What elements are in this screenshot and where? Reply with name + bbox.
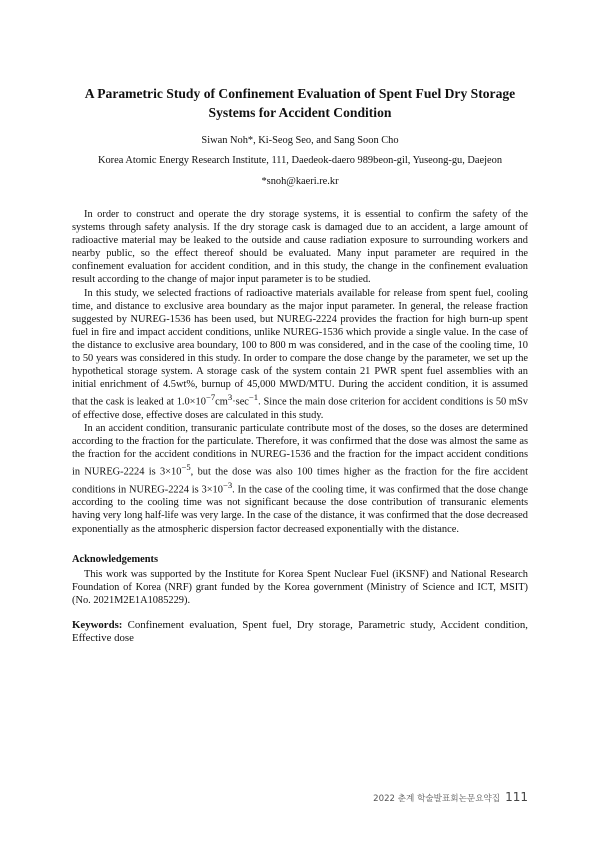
paragraph-3 [72,422,528,536]
author-list: Siwan Noh*, Ki-Seog Seo, and Sang Soon Cho [201,135,399,146]
paragraph-2-text-end: . Since the main dose criterion for accident conditions is 50 mSv of effective dose, effective doses are calculated in this study. [72,396,528,421]
paragraph-2-text: In this study, we selected fractions of radioactive materials available for release from spent fuel, cooling time, and distance to exclusive area boundary as the major input parameter. In general, the release fraction suggested by NUREG-1536 has been used, but NUREG-2224 provides the fraction for high burn-up spent fuel in fire and impact accident conditions, unlike NUREG-1536 which provide a single value. In the case of the distance to exclusive area boundary, 100 to 800 m was considered, and in the case of the cooling time, 10 to 50 years was considered in this study. In order to compare the dose change by the parameter, we set up the hypothetical storage system. A storage cask of the system contain 21 PWR spent fuel assemblies with an initial enrichment of 4.5wt%, burnup of 45,000 MWD/MTU. During the accident condition, it is assumed that the cask is leaked at [72,287,528,408]
acknowledgements-text: This work was supported by the Institute for Korea Spent Nuclear Fuel (iKSNF) and National Research Foundation of Korea (NRF) grant funded by the Korea government (Ministry of Science and ICT, MSIT) (No. 2021M2E1A1085229). [72,569,528,607]
page-footer [373,790,528,804]
paragraph-3-text-mid: , but the dose was also 100 times higher as the fraction for the fire accident conditions in NUREG-2224 is [72,466,528,496]
leak-rate-exponent: −7 [205,392,216,403]
keywords [72,619,528,646]
keywords-label: Keywords: [72,619,123,631]
leak-rate-unit-exponent: 3 [227,392,233,403]
paragraph-1: In order to construct and operate the dry storage systems, it is essential to confirm the safety of the systems through safety analysis. If the dry storage cask is damaged due to an accident, a large amount of radioactive material may be leaked to the outside and cause radiation exposure to surrounding workers and nearby public, so the effect thereof should be evaluated. Many input parameter are required in the confinement evaluation for accident condition, and in this study, the change in the confinement evaluation result according to the change of major input parameter is to be studied. [72,209,528,286]
corresponding-email: *snoh@kaeri.re.kr [261,176,339,187]
keywords-list: Confinement evaluation, Spent fuel, Dry storage, Parametric study, Accident condition, Effective dose [72,619,528,645]
leak-rate-unit-time: ·sec [232,396,249,408]
affiliation: Korea Atomic Energy Research Institute, 111, Daedeok-daero 989beon-gil, Yuseong-gu, Daejeon [97,155,503,166]
fire-fraction-exponent: −3 [222,479,233,490]
acknowledgements-heading: Acknowledgements [72,554,159,565]
paper-title: A Parametric Study of Confinement Evaluation of Spent Fuel Dry Storage Systems for Accident Condition [84,86,516,120]
leak-rate-unit-time-exponent: −1 [248,392,259,403]
leak-rate-base: 1.0×10 [176,396,206,408]
impact-fraction-base: 3×10 [159,466,182,478]
abstract-body [72,208,528,536]
fire-fraction-base: 3×10 [201,484,223,496]
proceedings-title: 2022 춘계 학술발표회논문요약집 [373,794,501,804]
paragraph-3-text-end: . In the case of the cooling time, it was confirmed that the dose change according to the cooling time was not significant because the dose contribution of transuranic elements having very long half-life was very large. In the case of the distance, it was confirmed that the dose decreased exponentially as the atmospheric dispersion factor decreased exponentially with the distance. [72,484,528,535]
paragraph-3-text: In an accident condition, transuranic particulate contribute most of the doses, so the doses are determined according to the fraction for the particulate. Therefore, it was confirmed that the dose was almost the same as the fraction for the accident conditions in NUREG-1536 and the fraction for the impact accident conditions in NUREG-2224 is [72,422,528,478]
paragraph-2 [72,287,528,422]
impact-fraction-exponent: −5 [181,462,191,473]
leak-rate-unit: cm [215,396,228,408]
page-number: 111 [505,790,528,804]
